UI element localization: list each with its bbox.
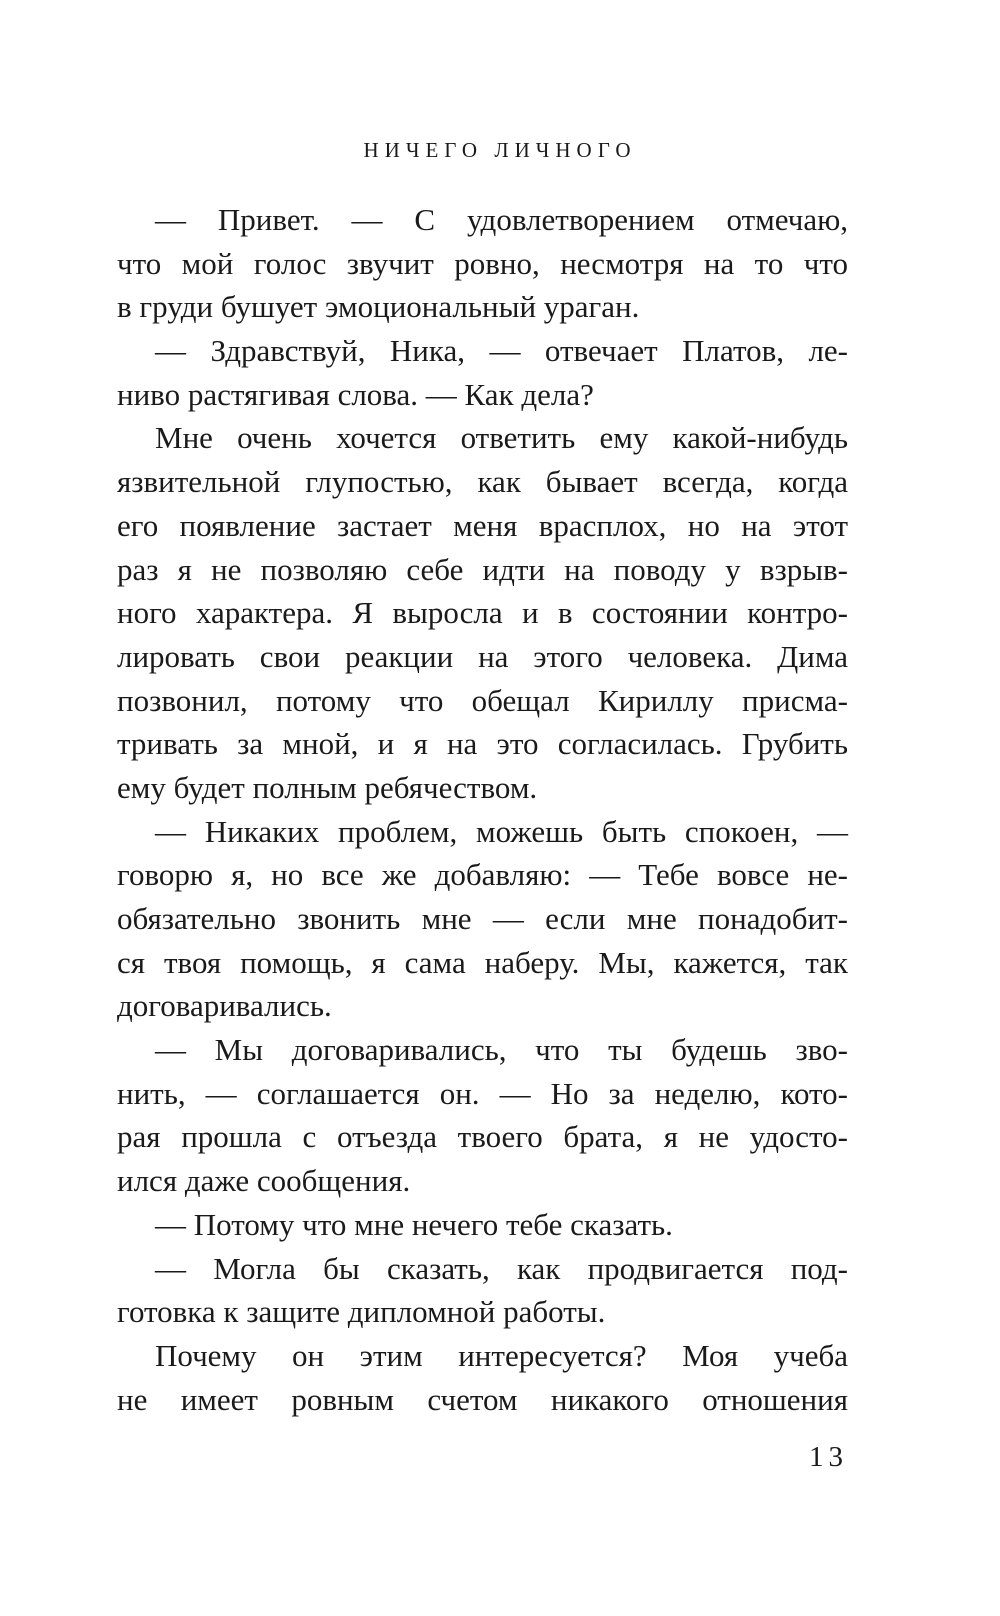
text-line: в груди бушует эмоциональный ураган. bbox=[117, 289, 640, 325]
text-line: ся твоя помощь, я сама наберу. Мы, кажется, так bbox=[117, 944, 848, 980]
text-line: говорю я, но все же добавляю: — Тебе вовсе не- bbox=[117, 857, 848, 893]
text-line: ниво растягивая слова. — Как дела? bbox=[117, 376, 594, 412]
text-line: договаривались. bbox=[117, 988, 332, 1024]
text-line: Почему он этим интересуется? Моя учеба bbox=[155, 1337, 848, 1373]
text-line: позвонил, потому что обещал Кириллу присма- bbox=[117, 682, 848, 718]
text-line: раз я не позволяю себе идти на поводу у взрыв- bbox=[117, 551, 848, 587]
text-line: — Могла бы сказать, как продвигается под- bbox=[155, 1250, 848, 1286]
text-line: нить, — соглашается он. — Но за неделю, кото- bbox=[117, 1075, 848, 1111]
text-line: ему будет полным ребячеством. bbox=[117, 769, 538, 805]
text-line: не имеет ровным счетом никакого отношения bbox=[117, 1381, 848, 1417]
text-line: обязательно звонить мне — если мне понадобит- bbox=[117, 901, 848, 936]
text-line: лировать свои реакции на этого человека. Дима bbox=[117, 638, 848, 674]
running-header: НИЧЕГО ЛИЧНОГО bbox=[363, 138, 637, 162]
text-line: — Привет. — С удовлетворением отмечаю, bbox=[155, 202, 848, 237]
body-text bbox=[117, 198, 848, 1421]
text-line: Мне очень хочется ответить ему какой-нибудь bbox=[155, 420, 848, 456]
text-line: ился даже сообщения. bbox=[117, 1163, 411, 1199]
text-line: что мой голос звучит ровно, несмотря на то что bbox=[117, 245, 848, 281]
text-line: — Здравствуй, Ника, — отвечает Платов, ле- bbox=[155, 333, 848, 369]
text-line: — Мы договаривались, что ты будешь зво- bbox=[155, 1032, 848, 1068]
text-line: — Никаких проблем, можешь быть спокоен, — bbox=[155, 813, 848, 849]
text-line: — Потому что мне нечего тебе сказать. bbox=[155, 1206, 673, 1242]
text-line: язвительной глупостью, как бывает всегда, когда bbox=[117, 464, 848, 500]
page-number: 13 bbox=[809, 1441, 848, 1473]
text-line: его появление застает меня врасплох, но на этот bbox=[117, 507, 848, 543]
text-line: рая прошла с отъезда твоего брата, я не удосто- bbox=[117, 1119, 848, 1155]
text-line: готовка к защите дипломной работы. bbox=[117, 1294, 606, 1330]
text-line: тривать за мной, и я на это согласилась. Грубить bbox=[117, 726, 848, 762]
text-line: ного характера. Я выросла и в состоянии контро- bbox=[117, 595, 848, 631]
